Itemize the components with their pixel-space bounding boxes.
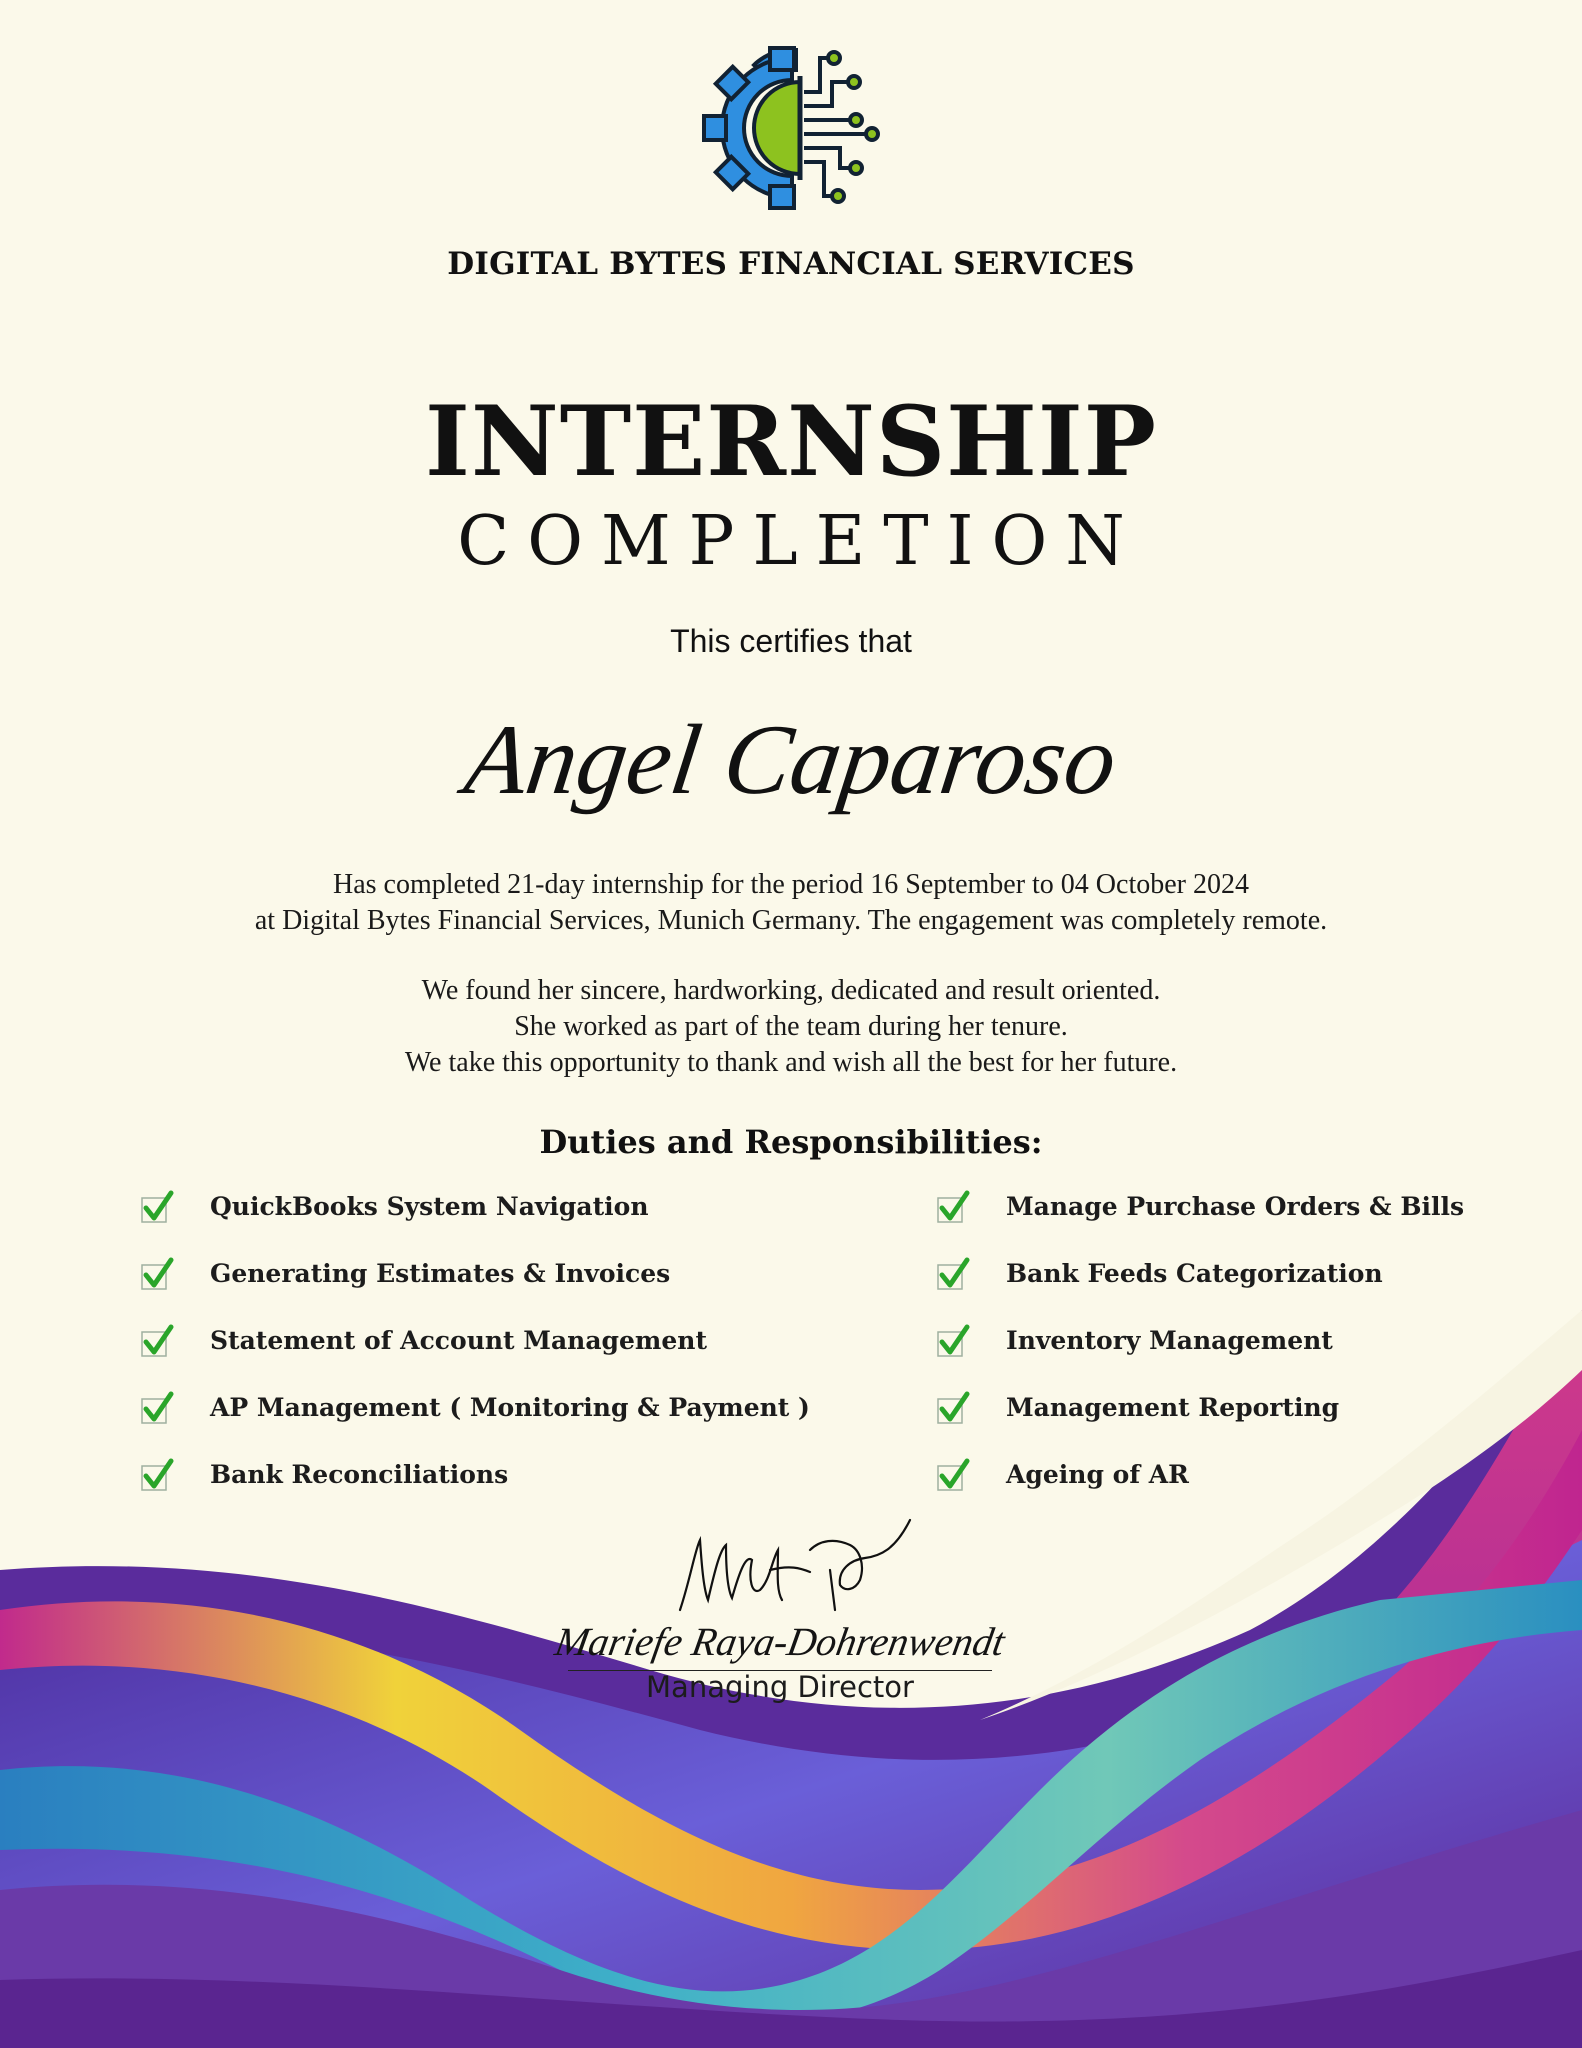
signature-block [500, 1510, 1060, 1710]
completion-paragraph [0, 867, 1582, 939]
duty-label: Generating Estimates & Invoices [210, 1259, 671, 1288]
duty-label: Statement of Account Management [210, 1326, 708, 1355]
duties-list-left [140, 1190, 810, 1525]
duty-item [140, 1257, 810, 1324]
certificate-title-line2: COMPLETION [457, 502, 1143, 581]
duty-item [936, 1391, 1464, 1458]
duties-list-right [936, 1190, 1464, 1525]
duty-item [140, 1190, 810, 1257]
duty-item [936, 1324, 1464, 1391]
commendation-line: We take this opportunity to thank and wish all the best for her future. [404, 1047, 1178, 1078]
check-icon [936, 1324, 970, 1358]
check-icon [936, 1391, 970, 1425]
check-icon [936, 1257, 970, 1291]
duty-label: Manage Purchase Orders & Bills [1006, 1192, 1465, 1221]
duty-label: Bank Feeds Categorization [1006, 1259, 1383, 1288]
handwritten-signature [660, 1510, 920, 1620]
certifies-text: This certifies that [670, 623, 912, 659]
commendation-line: She worked as part of the team during her tenure. [514, 1011, 1068, 1042]
duty-label: Bank Reconciliations [210, 1460, 509, 1489]
completion-line: at Digital Bytes Financial Services, Munich Germany. The engagement was completely remote. [254, 905, 1328, 936]
check-icon [140, 1257, 174, 1291]
check-icon [936, 1190, 970, 1224]
check-icon [140, 1458, 174, 1492]
signatory-name: Mariefe Raya-Dohrenwendt [551, 1619, 1009, 1664]
duty-label: Management Reporting [1006, 1393, 1340, 1422]
certificate-title-line1: INTERNSHIP [425, 385, 1157, 498]
duty-item [140, 1391, 810, 1458]
duty-item [140, 1324, 810, 1391]
check-icon [140, 1324, 174, 1358]
recipient-name: Angel Caparoso [458, 704, 1124, 815]
duty-label: Ageing of AR [1006, 1460, 1189, 1489]
duty-label: QuickBooks System Navigation [210, 1192, 649, 1221]
duty-item [936, 1257, 1464, 1324]
commendation-paragraph [0, 973, 1582, 1081]
duty-label: AP Management ( Monitoring & Payment ) [210, 1393, 810, 1422]
signatory-title: Managing Director [646, 1670, 914, 1704]
duty-label: Inventory Management [1006, 1326, 1333, 1355]
commendation-line: We found her sincere, hardworking, dedicated and result oriented. [421, 975, 1161, 1006]
company-name: DIGITAL BYTES FINANCIAL SERVICES [447, 246, 1135, 282]
gear-circuit-logo-icon [700, 36, 884, 220]
duties-heading: Duties and Responsibilities: [539, 1123, 1043, 1161]
check-icon [140, 1190, 174, 1224]
completion-line: Has completed 21-day internship for the period 16 September to 04 October 2024 [333, 869, 1249, 900]
check-icon [936, 1458, 970, 1492]
duty-item [936, 1190, 1464, 1257]
check-icon [140, 1391, 174, 1425]
